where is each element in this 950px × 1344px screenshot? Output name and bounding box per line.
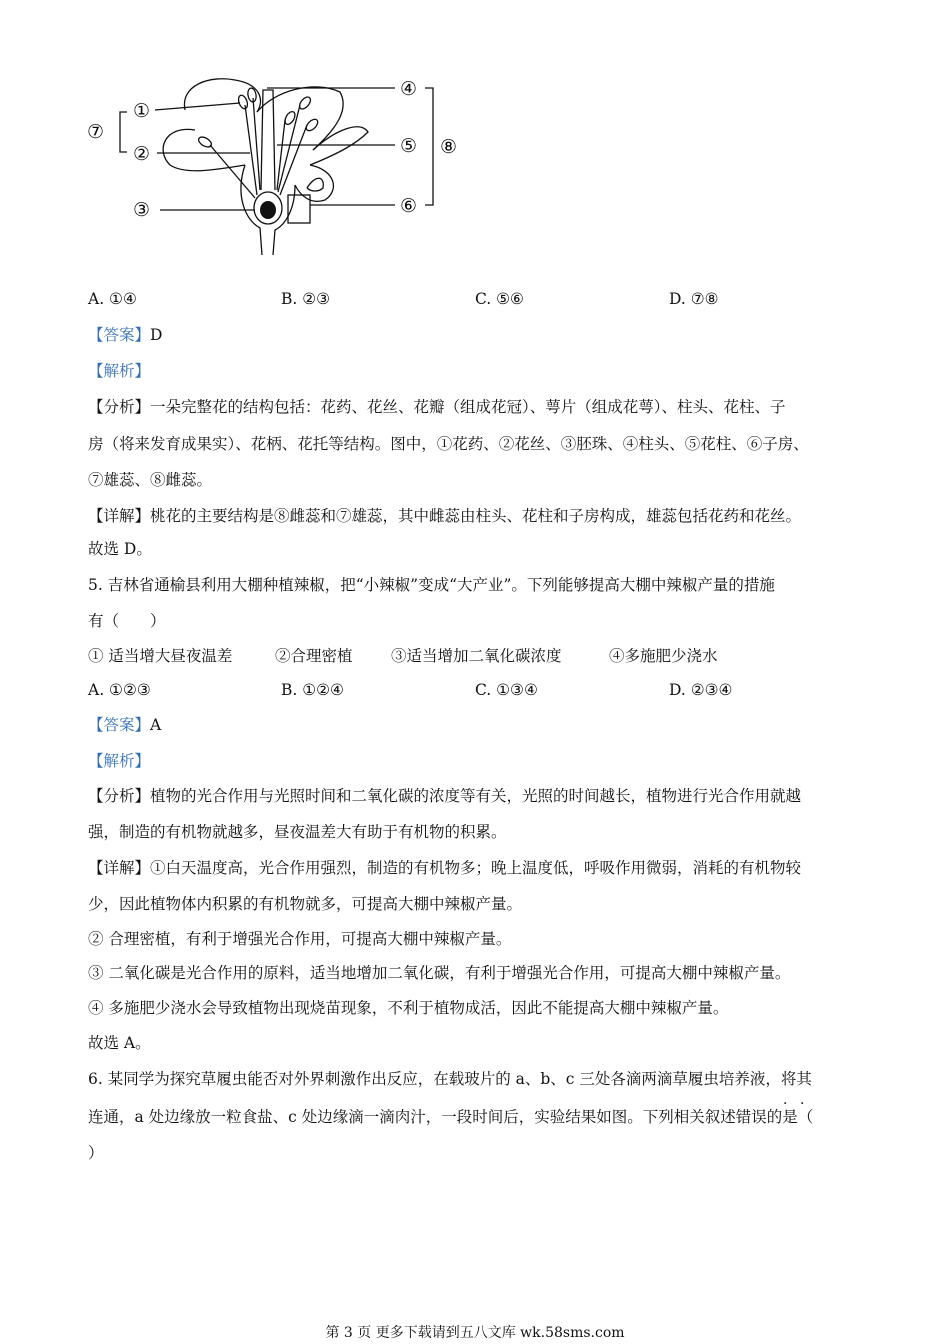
q4-option-d[interactable]: D. ⑦⑧: [669, 290, 719, 308]
q5-choice-3: ③适当增加二氧化碳浓度: [391, 647, 562, 665]
label-4: ④: [400, 78, 418, 100]
q4-option-b[interactable]: B. ②③: [281, 290, 331, 308]
q4-fenxi-line-2: 房（将来发育成果实）、花柄、花托等结构。图中，①花药、②花丝、③胚珠、④柱头、⑤花柱、⑥子房、: [88, 435, 809, 453]
q4-option-a[interactable]: A. ①④: [88, 290, 137, 308]
q5-stem-line-2: 有（ ）: [88, 612, 166, 630]
label-1: ①: [133, 100, 151, 122]
label-2: ②: [133, 143, 151, 165]
q4-xiangjie-line-1: [88, 506, 801, 526]
label-6: ⑥: [400, 195, 418, 217]
q5-option-c[interactable]: C. ①③④: [475, 681, 538, 699]
q5-fenxi-line-2: 强，制造的有机物就越多，昼夜温差大有助于有机物的积累。: [88, 823, 507, 841]
xiangjie-text: 桃花的主要结构是⑧雌蕊和⑦雄蕊，其中雌蕊由柱头、花柱和子房构成，雄蕊包括花药和花丝。: [150, 507, 802, 525]
emphasis-dot: ·: [783, 1096, 788, 1112]
label-8: ⑧: [440, 136, 458, 158]
q5-answer: [88, 715, 161, 735]
fenxi-tag: 【分析】: [88, 787, 151, 805]
q4-option-c[interactable]: C. ⑤⑥: [475, 290, 524, 308]
analysis-tag: 【解析】: [88, 362, 151, 380]
q5-choice-4: ④多施肥少浇水: [609, 647, 718, 665]
q5-option-a[interactable]: A. ①②③: [88, 681, 151, 699]
label-7: ⑦: [87, 121, 105, 143]
analysis-tag: 【解析】: [88, 752, 151, 770]
answer-tag: 【答案】: [88, 326, 151, 344]
label-5: ⑤: [400, 135, 418, 157]
q4-answer: [88, 325, 162, 345]
q5-fenxi-line-1: [88, 786, 801, 806]
q5-choice-2: ②合理密植: [275, 647, 353, 665]
answer-tag: 【答案】: [88, 716, 151, 734]
q5-xiangjie-line-4: ③ 二氧化碳是光合作用的原料，适当地增加二氧化碳，有利于增强光合作用，可提高大棚中辣椒产量。: [88, 964, 791, 982]
xiangjie-tag: 【详解】: [88, 507, 151, 525]
q5-xiangjie-line-2: 少，因此植物体内积累的有机物就多，可提高大棚中辣椒产量。: [88, 895, 523, 913]
q6-stem-line-2: 连通，a 处边缘放一粒食盐、c 处边缘滴一滴肉汁，一段时间后，实验结果如图。下列相关叙述错误的是（: [88, 1108, 814, 1126]
xiangjie-tag: 【详解】: [88, 859, 151, 877]
q5-conclusion: 故选 A。: [88, 1034, 151, 1052]
fenxi-tag: 【分析】: [88, 398, 151, 416]
q5-option-b[interactable]: B. ①②④: [281, 681, 344, 699]
fenxi-text: 一朵完整花的结构包括：花药、花丝、花瓣（组成花冠）、萼片（组成花萼）、柱头、花柱、子: [150, 398, 786, 416]
answer-value: D: [150, 326, 163, 344]
q5-choice-1: ① 适当增大昼夜温差: [88, 647, 233, 665]
q5-option-d[interactable]: D. ②③④: [669, 681, 733, 699]
fenxi-text: 植物的光合作用与光照时间和二氧化碳的浓度等有关，光照的时间越长，植物进行光合作用就越: [150, 787, 802, 805]
page-footer: 第 3 页 更多下载请到五八文库 wk.58sms.com: [325, 1325, 625, 1341]
q6-stem-line-3: ）: [88, 1144, 104, 1162]
xiangjie-text: ①白天温度高，光合作用强烈，制造的有机物多；晚上温度低，呼吸作用微弱，消耗的有机物较: [150, 859, 802, 877]
q5-xiangjie-line-5: ④ 多施肥少浇水会导致植物出现烧苗现象，不利于植物成活，因此不能提高大棚中辣椒产量。: [88, 999, 729, 1017]
label-3: ③: [133, 199, 151, 221]
emphasis-dot: ·: [800, 1096, 805, 1112]
q6-stem-line-1: 6. 某同学为探究草履虫能否对外界刺激作出反应，在载玻片的 a、b、c 三处各滴两滴草履虫培养液，将其: [88, 1070, 812, 1088]
q4-fenxi-line-3: ⑦雄蕊、⑧雌蕊。: [88, 471, 213, 489]
q5-xiangjie-line-1: [88, 858, 801, 878]
flower-structure-diagram: [85, 70, 470, 260]
q4-analysis-heading: [88, 361, 150, 381]
answer-value: A: [150, 716, 162, 734]
q4-conclusion: 故选 D。: [88, 540, 152, 558]
q5-stem-line-1: 5. 吉林省通榆县利用大棚种植辣椒，把“小辣椒”变成“大产业”。下列能够提高大棚中辣椒产量的措施: [88, 576, 775, 594]
q5-analysis-heading: [88, 751, 150, 771]
q4-fenxi-line-1: [88, 397, 786, 417]
q5-xiangjie-line-3: ② 合理密植，有利于增强光合作用，可提高大棚中辣椒产量。: [88, 930, 512, 948]
